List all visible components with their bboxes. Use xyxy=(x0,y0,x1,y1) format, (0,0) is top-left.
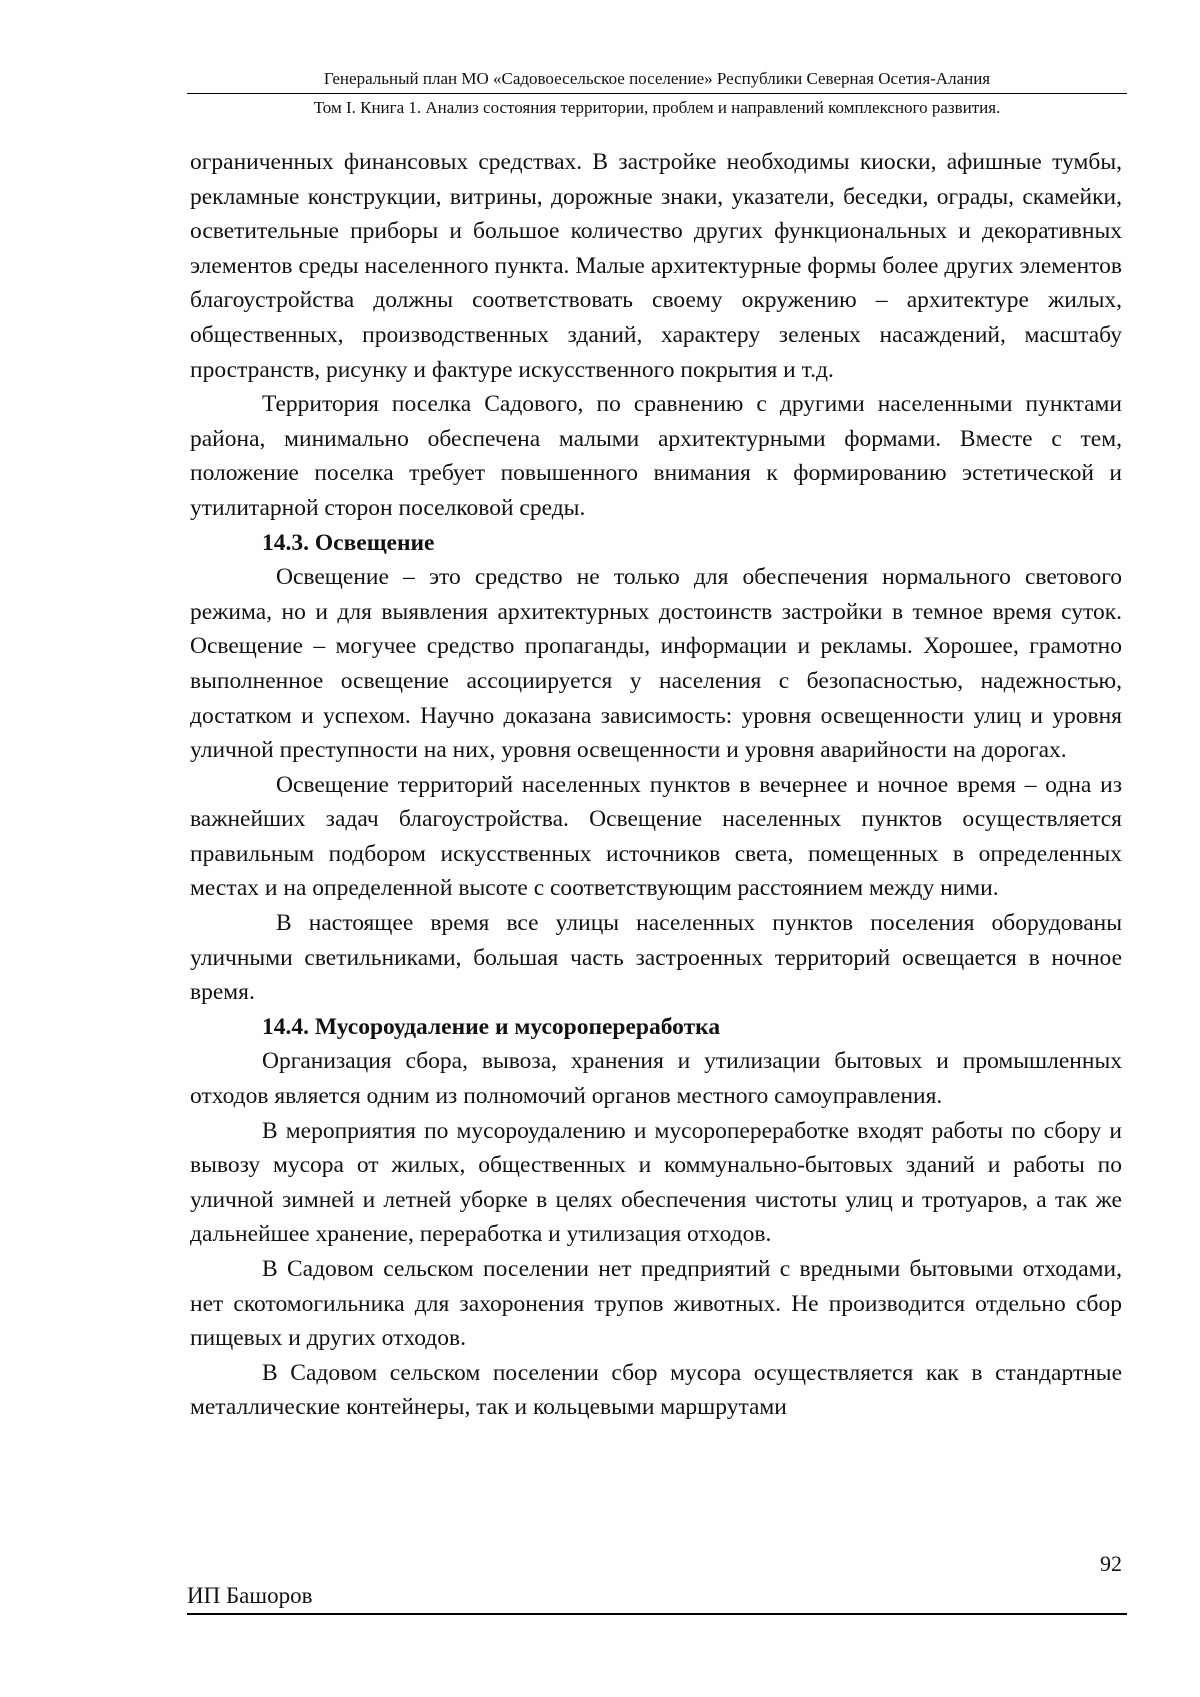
section-heading: 14.4. Мусороудаление и мусоропереработка xyxy=(262,1013,721,1040)
paragraph: Организация сбора, вывоза, хранения и утилизации бытовых и промышленных отходов является одним из полномочий органов местного самоуправления. xyxy=(190,1048,1122,1110)
paragraph: Территория поселка Садового, по сравнению с другими населенными пунктами района, минимально обеспечена малыми архитектурными формами. Вместе с тем, положение поселка требует повышенного внимания к формированию эстетической и утилитарной сторон поселковой среды. xyxy=(190,391,1122,521)
page-number: 92 xyxy=(1100,1551,1122,1576)
paragraph: В мероприятия по мусороудалению и мусоропереработке входят работы по сбору и вывозу мусора от жилых, общественных и коммунально-бытовых зданий и работы по уличной зимней и летней уборке в целях обеспечения чистоты улиц и тротуаров, а так же дальнейшее хранение, переработка и утилизация отходов. xyxy=(190,1117,1122,1248)
document-body xyxy=(190,145,1122,1425)
paragraph: ограниченных финансовых средствах. В застройке необходимы киоски, афишные тумбы, рекламные конструкции, витрины, дорожные знаки, указатели, беседки, ограды, скамейки, осветительные приборы и большое количество других функциональных и декоративных элементов среды населенного пункта. Малые архитектурные формы более других элементов благоустройства должны соответствовать своему окружению – архитектуре жилых, общественных, производственных зданий, характеру зеленых насаждений, масштабу пространств, рисунку и фактуре искусственного покрытия и т.д. xyxy=(190,149,1122,383)
footer-rule xyxy=(187,1613,1127,1615)
footer-author: ИП Башоров xyxy=(187,1583,313,1608)
paragraph: В Садовом сельском поселении сбор мусора осуществляется как в стандартные металлические контейнеры, так и кольцевыми маршрутами xyxy=(190,1359,1122,1421)
section-heading: 14.3. Освещение xyxy=(262,529,435,556)
header-title: Генеральный план МО «Садовоесельское поселение» Республики Северная Осетия-Алания xyxy=(323,69,991,88)
paragraph: В настоящее время все улицы населенных пунктов поселения оборудованы уличными светильниками, большая часть застроенных территорий освещается в ночное время. xyxy=(190,910,1122,1006)
paragraph: В Садовом сельском поселении нет предприятий с вредными бытовыми отходами, нет скотомогильника для захоронения трупов животных. Не производится отдельно сбор пищевых и других отходов. xyxy=(190,1256,1122,1352)
header-rule xyxy=(187,93,1127,94)
header-subtitle: Том I. Книга 1. Анализ состояния территории, проблем и направлений комплексного развития. xyxy=(313,98,1001,117)
paragraph: Освещение – это средство не только для обеспечения нормального светового режима, но и для выявления архитектурных достоинств застройки в темное время суток. Освещение – могучее средство пропаганды, информации и рекламы. Хорошее, грамотно выполненное освещение ассоциируется у населения с безопасностью, надежностью, достатком и успехом. Научно доказана зависимость: уровня освещенности улиц и уровня уличной преступности на них, уровня освещенности и уровня аварийности на дорогах. xyxy=(190,564,1122,764)
running-footer xyxy=(187,1581,1127,1615)
running-header xyxy=(187,68,1127,119)
paragraph: Освещение территорий населенных пунктов в вечернее и ночное время – одна из важнейших задач благоустройства. Освещение населенных пунктов осуществляется правильным подбором искусственных источников света, помещенных в определенных местах и на определенной высоте с соответствующим расстоянием между ними. xyxy=(190,771,1122,902)
